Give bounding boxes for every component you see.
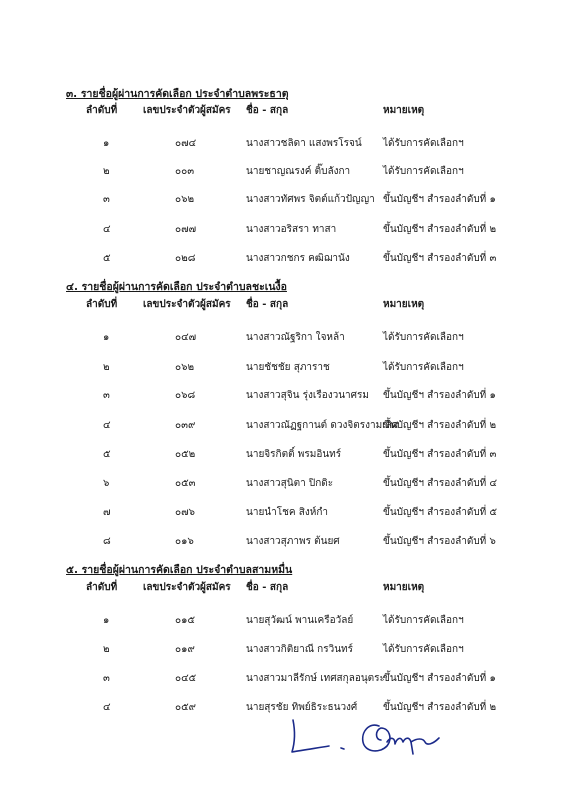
row-id: ๐๓๙ xyxy=(175,420,196,431)
row-name: นายชัชชัย สุภาราช xyxy=(246,362,330,373)
row-no: ๑ xyxy=(103,332,110,343)
row-name: นางสาวสุนิตา ปิกดิะ xyxy=(246,478,334,489)
row-no: ๓ xyxy=(103,390,110,401)
row-name: นางสาวชลิดา แสงพรโรจน์ xyxy=(246,138,362,149)
row-id: ๐๗๔ xyxy=(175,138,197,149)
row-note: ได้รับการคัดเลือกฯ xyxy=(383,362,464,373)
table-row xyxy=(0,447,565,461)
table-row xyxy=(0,192,565,206)
row-name: นางสาวณัฐริกา ใจหล้า xyxy=(246,332,345,343)
row-no: ๗ xyxy=(103,507,111,518)
header-no: ลำดับที่ xyxy=(86,299,118,310)
row-note: ขึ้นบัญชีฯ สำรองลำดับที่ ๒ xyxy=(383,224,497,235)
row-id: ๐๕๒ xyxy=(175,449,196,460)
section-title-4: ๔. รายชื่อผู้ผ่านการคัดเลือก ประจำตำบลชะเนงื้อ xyxy=(66,281,287,293)
table-row xyxy=(0,222,565,236)
row-no: ๔ xyxy=(103,224,111,235)
table-row xyxy=(0,613,565,627)
header-name: ชื่อ - สกุล xyxy=(246,105,289,116)
table-header xyxy=(0,103,565,117)
row-note: ขึ้นบัญชีฯ สำรองลำดับที่ ๑ xyxy=(383,390,496,401)
table-row xyxy=(0,476,565,490)
row-note: ขึ้นบัญชีฯ สำรองลำดับที่ ๔ xyxy=(383,478,498,489)
row-id: ๐๖๒ xyxy=(175,362,195,373)
row-note: ขึ้นบัญชีฯ สำรองลำดับที่ ๖ xyxy=(383,536,496,547)
row-note: ได้รับการคัดเลือกฯ xyxy=(383,332,464,343)
header-note: หมายเหตุ xyxy=(383,582,425,593)
row-id: ๐๑๕ xyxy=(175,615,196,626)
row-no: ๑ xyxy=(103,615,110,626)
row-name: นางสาวกชกร คฒิฌานัง xyxy=(246,253,350,264)
row-no: ๒ xyxy=(103,644,110,655)
header-id: เลขประจำตัวผู้สมัคร xyxy=(143,299,231,310)
row-id: ๐๗๖ xyxy=(175,507,195,518)
header-note: หมายเหตุ xyxy=(383,105,425,116)
row-id: ๐๔๗ xyxy=(175,332,197,343)
row-name: นางสาวมาลีรักษ์ เทศสกุลอนุตระ xyxy=(246,673,385,684)
row-id: ๐๖๘ xyxy=(175,390,196,401)
header-id: เลขประจำตัวผู้สมัคร xyxy=(143,105,231,116)
row-no: ๑ xyxy=(103,138,110,149)
row-note: ขึ้นบัญชีฯ สำรองลำดับที่ ๒ xyxy=(383,702,497,713)
row-no: ๘ xyxy=(103,536,111,547)
row-no: ๖ xyxy=(103,478,110,489)
row-no: ๕ xyxy=(103,449,111,460)
signature-image xyxy=(283,708,453,768)
row-id: ๐๖๒ xyxy=(175,194,195,205)
table-row xyxy=(0,505,565,519)
table-row xyxy=(0,671,565,685)
table-row xyxy=(0,251,565,265)
row-name: นางสาวสุภาพร ต้นยศ xyxy=(246,536,340,547)
table-row xyxy=(0,164,565,178)
table-row xyxy=(0,136,565,150)
table-row xyxy=(0,330,565,344)
row-note: ขึ้นบัญชีฯ สำรองลำดับที่ ๒ xyxy=(383,420,497,431)
row-name: นางสาวทัศพร จิตต์แก้วปัญญา xyxy=(246,194,375,205)
row-no: ๔ xyxy=(103,702,111,713)
row-name: นางสาวกิติยาณี กรวินทร์ xyxy=(246,644,353,655)
row-id: ๐๑๙ xyxy=(175,644,195,655)
header-name: ชื่อ - สกุล xyxy=(246,299,289,310)
row-id: ๐๗๗ xyxy=(175,224,197,235)
row-name: นายชาญณรงค์ ติ๊บลังกา xyxy=(246,166,351,177)
table-row xyxy=(0,418,565,432)
row-note: ขึ้นบัญชีฯ สำรองลำดับที่ ๕ xyxy=(383,507,498,518)
row-note: ขึ้นบัญชีฯ สำรองลำดับที่ ๓ xyxy=(383,449,497,460)
row-no: ๓ xyxy=(103,673,110,684)
row-no: ๒ xyxy=(103,362,110,373)
header-no: ลำดับที่ xyxy=(86,105,118,116)
table-header xyxy=(0,297,565,311)
header-note: หมายเหตุ xyxy=(383,299,425,310)
table-row xyxy=(0,534,565,548)
row-name: นายนำโชค สิงห์กำ xyxy=(246,507,329,518)
row-name: นางสาวณัฏฐกานต์ ดวงจิตรงามเลิศ xyxy=(246,420,399,431)
section-title-5: ๕. รายชื่อผู้ผ่านการคัดเลือก ประจำตำบลสามหมื่น xyxy=(66,564,293,576)
row-name: นางสาวสุจิน รุ่งเรืองวนาศรม xyxy=(246,390,369,401)
row-id: ๐๕๓ xyxy=(175,478,196,489)
table-row xyxy=(0,388,565,402)
row-no: ๔ xyxy=(103,420,111,431)
header-name: ชื่อ - สกุล xyxy=(246,582,289,593)
row-note: ขึ้นบัญชีฯ สำรองลำดับที่ ๑ xyxy=(383,673,496,684)
row-note: ได้รับการคัดเลือกฯ xyxy=(383,615,464,626)
table-header xyxy=(0,580,565,594)
row-note: ได้รับการคัดเลือกฯ xyxy=(383,644,464,655)
row-note: ได้รับการคัดเลือกฯ xyxy=(383,138,464,149)
row-no: ๕ xyxy=(103,253,111,264)
row-id: ๐๕๙ xyxy=(175,702,196,713)
row-no: ๒ xyxy=(103,166,110,177)
row-note: ขึ้นบัญชีฯ สำรองลำดับที่ ๓ xyxy=(383,253,497,264)
section-title-3: ๓. รายชื่อผู้ผ่านการคัดเลือก ประจำตำบลพระธาตุ xyxy=(66,88,289,100)
row-note: ขึ้นบัญชีฯ สำรองลำดับที่ ๑ xyxy=(383,194,496,205)
row-name: นายสุวัฒน์ พานเครือวัลย์ xyxy=(246,615,354,626)
row-note: ได้รับการคัดเลือกฯ xyxy=(383,166,464,177)
row-id: ๐๒๘ xyxy=(175,253,196,264)
row-no: ๓ xyxy=(103,194,110,205)
header-no: ลำดับที่ xyxy=(86,582,118,593)
row-id: ๐๔๕ xyxy=(175,673,197,684)
row-name: นายสุรชัย ทิพย์ธิระธนวงศ์ xyxy=(246,702,358,713)
row-name: นางสาวอริสรา ทาสา xyxy=(246,224,337,235)
row-id: ๐๐๓ xyxy=(175,166,195,177)
row-name: นายจิรกิตติ์ พรมอินทร์ xyxy=(246,449,342,460)
header-id: เลขประจำตัวผู้สมัคร xyxy=(143,582,231,593)
table-row xyxy=(0,642,565,656)
table-row xyxy=(0,360,565,374)
row-id: ๐๑๖ xyxy=(175,536,194,547)
